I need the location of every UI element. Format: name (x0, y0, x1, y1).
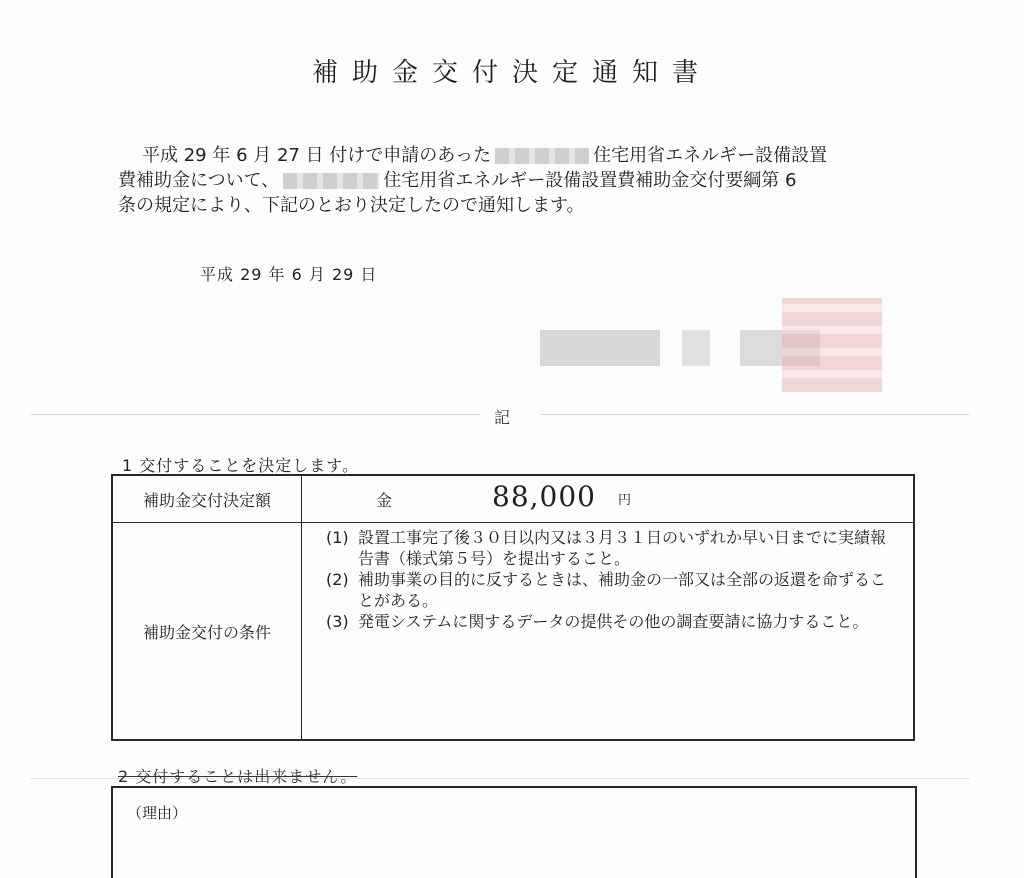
intro-line-2 (118, 168, 908, 193)
condition-number: (1) (326, 528, 349, 547)
condition-item (326, 611, 897, 632)
condition-text: 発電システムに関するデータの提供その他の調査要請に協力すること。 (358, 612, 869, 631)
section-2-heading-struck: 2 交付することは出来ません。 (118, 767, 358, 786)
reason-label: （理由） (127, 804, 188, 822)
intro-line-3: 条の規定により、下記のとおり決定したので通知します。 (118, 195, 585, 216)
intro-line-2-start: 費補助金について、 (118, 170, 280, 191)
condition-item (326, 569, 897, 611)
ki-marker: 記 (494, 408, 511, 427)
condition-item (326, 527, 897, 569)
conditions-list (302, 523, 913, 632)
redacted-official-seal (782, 298, 882, 392)
condition-number: (2) (326, 570, 349, 589)
redacted-applicant-name (495, 148, 589, 164)
redacted-issuer-name (540, 330, 820, 366)
grant-decision-table (111, 474, 915, 741)
intro-line-2-end: 住宅用省エネルギー設備設置費補助金交付要綱第 6 (383, 170, 797, 191)
section-1-heading: 1 交付することを決定します。 (122, 456, 359, 475)
amount-row (112, 475, 914, 523)
intro-line-1-start: 平成 29 年 6 月 27 日 付けで申請のあった (142, 145, 492, 166)
condition-number: (3) (326, 612, 349, 631)
reason-box (111, 786, 917, 878)
intro-line-1-end: 住宅用省エネルギー設備設置 (593, 145, 828, 166)
fold-line-right (540, 414, 970, 415)
issue-date: 平成 29 年 6 月 29 日 (200, 265, 378, 284)
conditions-cell (302, 523, 915, 741)
conditions-row (112, 523, 914, 741)
redacted-municipality-name (283, 173, 379, 189)
amount-label: 補助金交付決定額 (112, 475, 302, 523)
intro-paragraph (118, 143, 908, 218)
amount-value: 88,000 (492, 480, 596, 513)
document-title: 補助金交付決定通知書 (311, 58, 712, 88)
condition-text: 設置工事完了後３０日以内又は３月３１日のいずれか早い日までに実績報告書（様式第５号）を提出すること。 (358, 528, 887, 568)
intro-line-1 (118, 143, 908, 168)
amount-cell (302, 475, 915, 523)
condition-text: 補助事業の目的に反するときは、補助金の一部又は全部の返還を命ずることがある。 (358, 570, 887, 610)
conditions-label: 補助金交付の条件 (112, 523, 302, 741)
fold-line-left (30, 414, 480, 415)
amount-prefix: 金 (376, 491, 393, 510)
amount-unit: 円 (618, 493, 632, 508)
